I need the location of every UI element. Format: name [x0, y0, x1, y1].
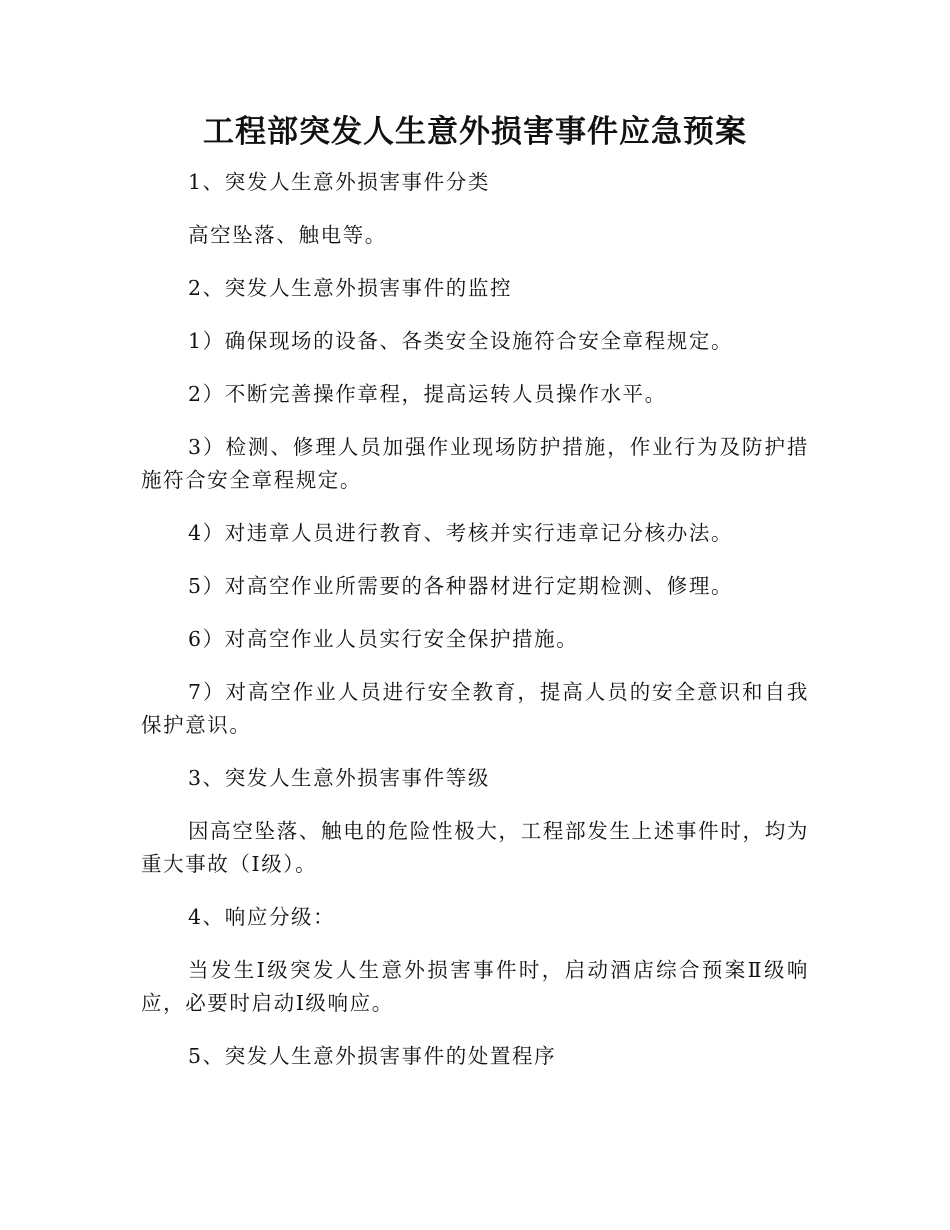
- paragraph-15: 5、突发人生意外损害事件的处置程序: [188, 1044, 557, 1068]
- paragraph-6: 3）检测、修理人员加强作业现场防护措施，作业行为及防护措施符合安全章程规定。: [141, 435, 809, 492]
- paragraph-12: 因高空坠落、触电的危险性极大，工程部发生上述事件时，均为重大事故（Ⅰ级）。: [141, 819, 809, 876]
- paragraph-13: 4、响应分级：: [188, 905, 336, 929]
- paragraph-1: 1、突发人生意外损害事件分类: [188, 170, 490, 194]
- document-body: [141, 166, 809, 1093]
- document-title: 工程部突发人生意外损害事件应急预案: [203, 114, 747, 150]
- paragraph-4: 1）确保现场的设备、各类安全设施符合安全章程规定。: [188, 329, 734, 353]
- paragraph-7: 4）对违章人员进行教育、考核并实行违章记分核办法。: [188, 521, 734, 545]
- paragraph-11: 3、突发人生意外损害事件等级: [188, 766, 490, 790]
- paragraph-9: 6）对高空作业人员实行安全保护措施。: [188, 627, 579, 651]
- paragraph-8: 5）对高空作业所需要的各种器材进行定期检测、修理。: [188, 574, 734, 598]
- paragraph-10: 7）对高空作业人员进行安全教育，提高人员的安全意识和自我保护意识。: [141, 680, 809, 737]
- paragraph-3: 2、突发人生意外损害事件的监控: [188, 276, 513, 300]
- paragraph-2: 高空坠落、触电等。: [188, 223, 387, 247]
- paragraph-5: 2）不断完善操作章程，提高运转人员操作水平。: [188, 382, 667, 406]
- paragraph-14: 当发生Ⅰ级突发人生意外损害事件时，启动酒店综合预案Ⅱ级响应，必要时启动Ⅰ级响应。: [141, 958, 809, 1015]
